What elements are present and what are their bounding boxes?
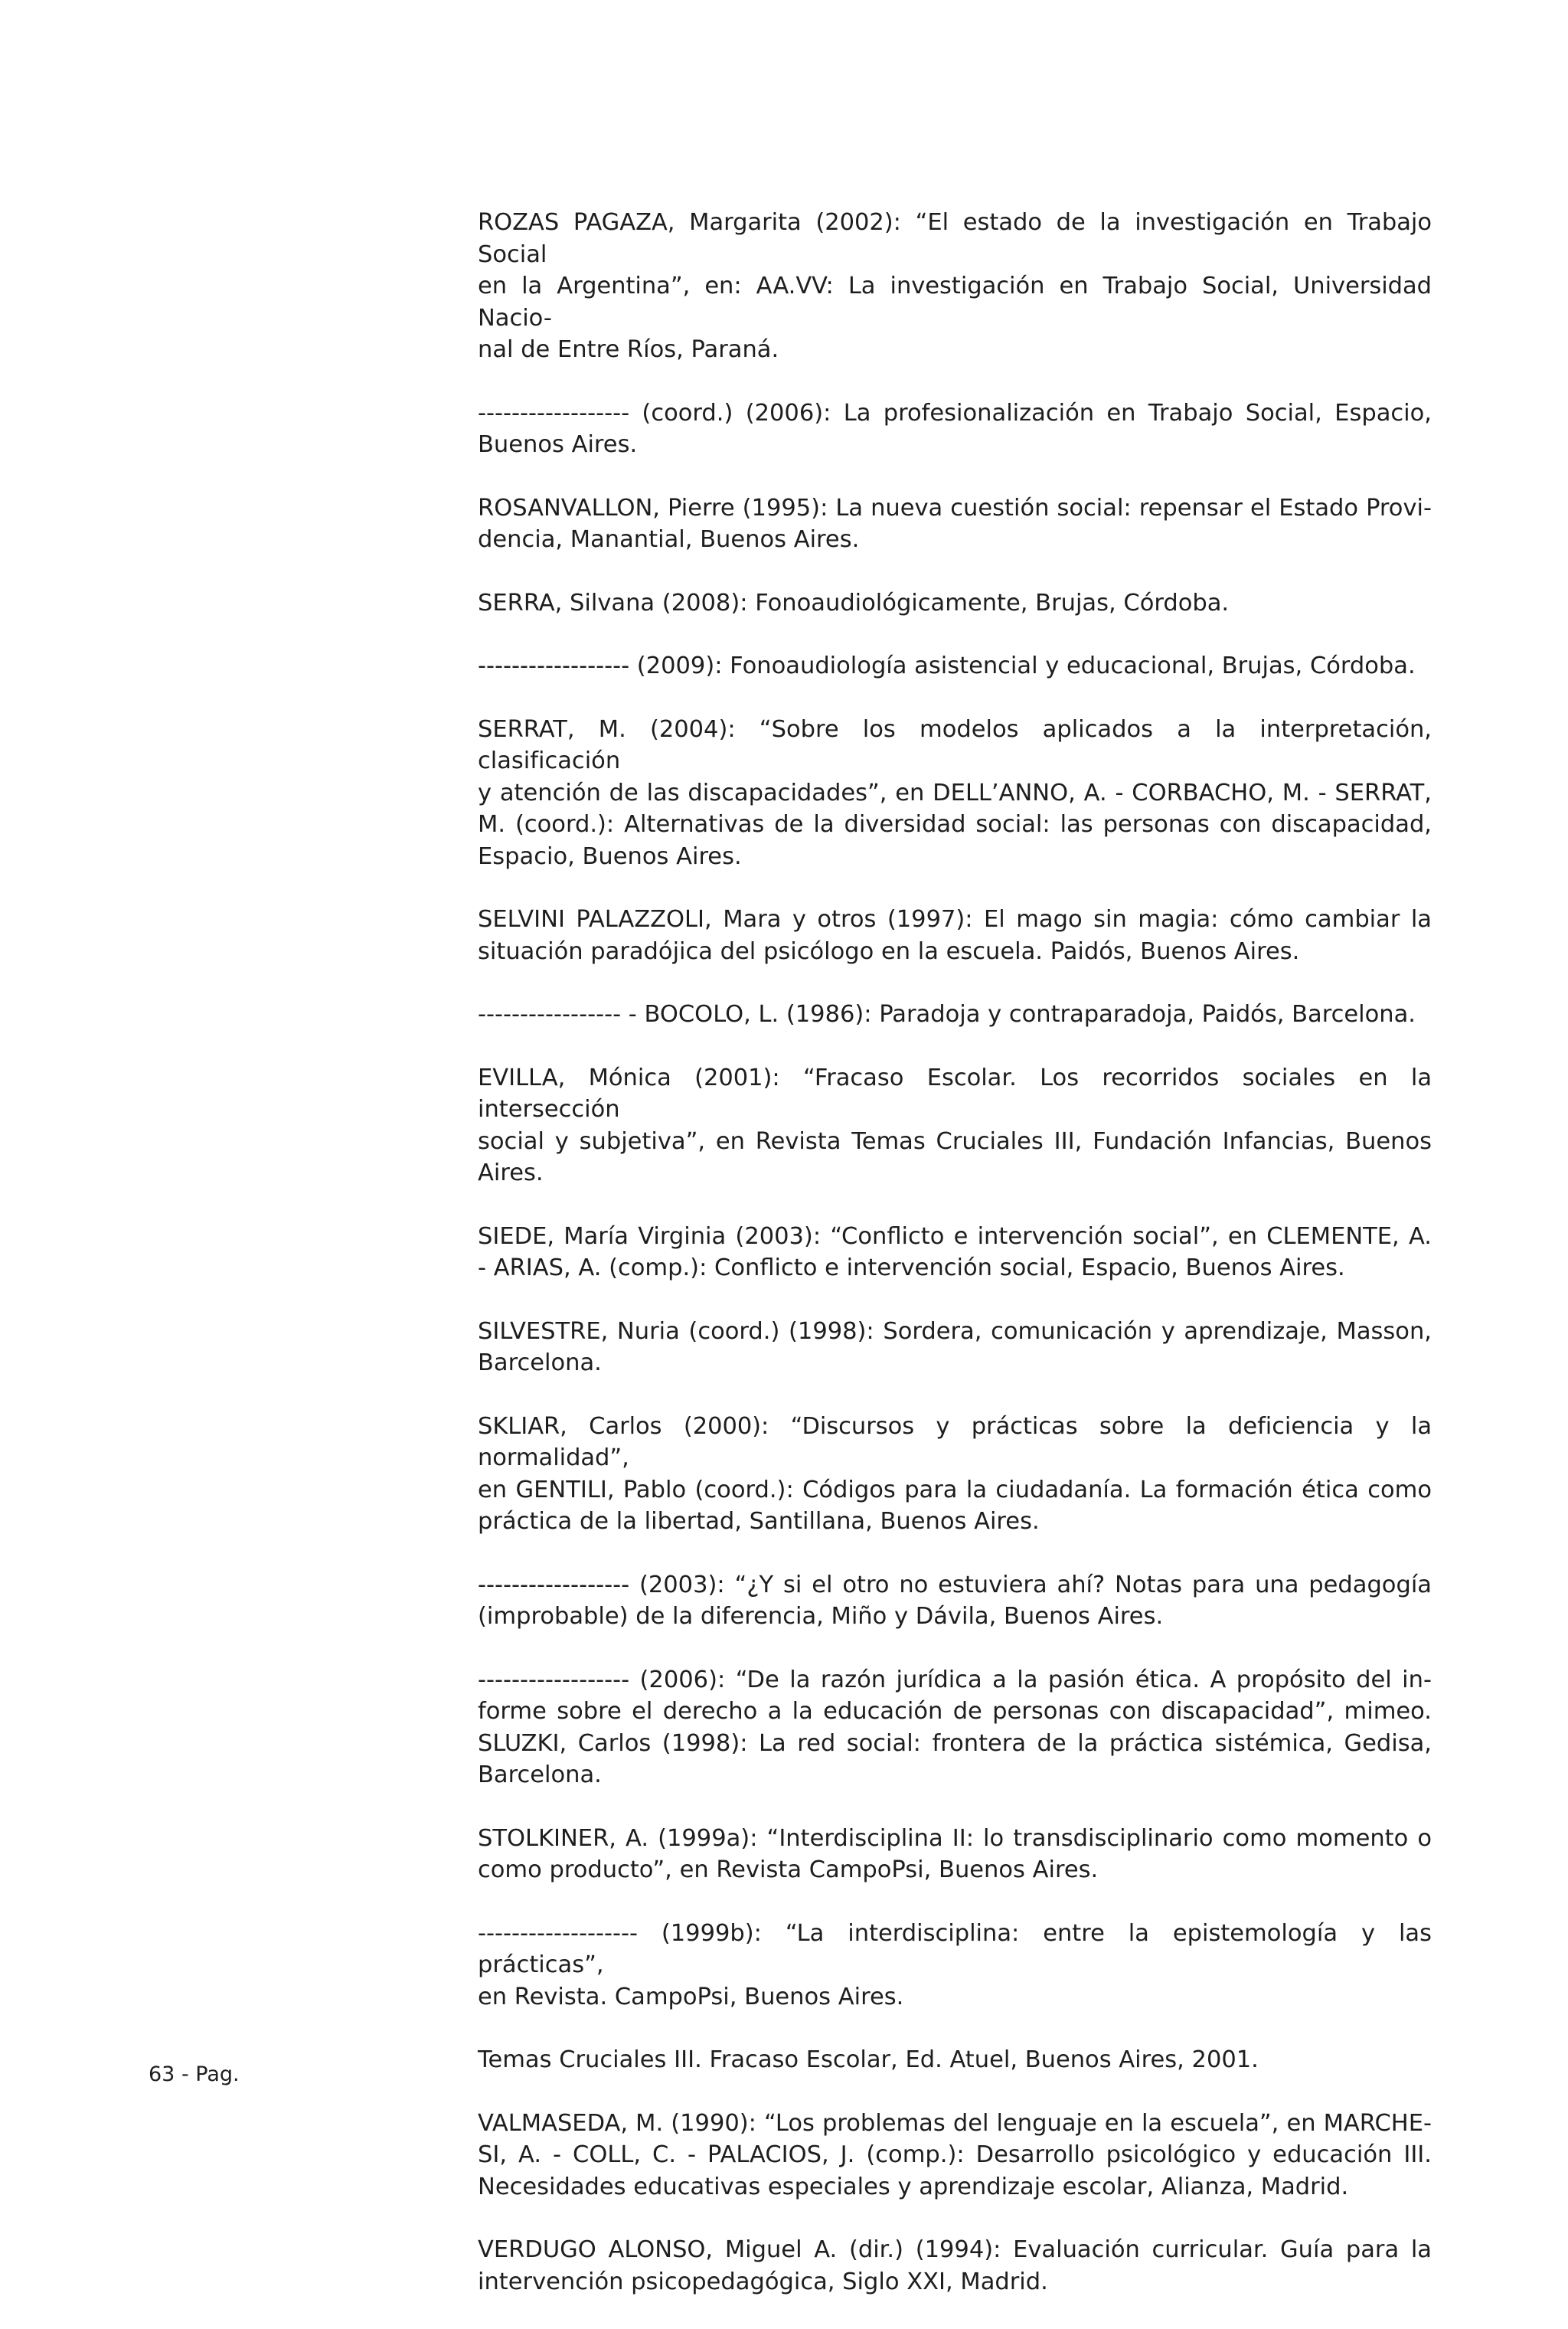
reference-line: Espacio, Buenos Aires. [478,842,742,870]
reference-list [478,207,1432,2329]
reference-line: como producto”, en Revista CampoPsi, Buenos Aires. [478,1856,1099,1883]
reference-entry [478,1316,1432,1379]
reference-entry [478,2044,1432,2076]
reference-line: en GENTILI, Pablo (coord.): Códigos para la ciudadanía. La formación ética como [478,1476,1432,1503]
reference-line: y atención de las discapacidades”, en DELL’ANNO, A. - CORBACHO, M. - SERRAT, [478,779,1432,806]
reference-line: práctica de la libertad, Santillana, Buenos Aires. [478,1508,1040,1535]
reference-line: intervención psicopedagógica, Siglo XXI, Madrid. [478,2268,1048,2295]
reference-line: Temas Cruciales III. Fracaso Escolar, Ed. Atuel, Buenos Aires, 2001. [478,2046,1259,2073]
reference-entry [478,1918,1432,2013]
reference-line: Buenos Aires. [478,431,638,458]
reference-line: - ARIAS, A. (comp.): Conflicto e intervención social, Espacio, Buenos Aires. [478,1254,1345,1281]
reference-line: M. (coord.): Alternativas de la diversidad social: las personas con discapacidad, [478,811,1432,838]
reference-entry [478,1569,1432,1633]
reference-entry [478,904,1432,967]
reference-line: situación paradójica del psicólogo en la escuela. Paidós, Buenos Aires. [478,937,1300,965]
reference-entry [478,1823,1432,1886]
reference-line: nal de Entre Ríos, Paraná. [478,336,779,363]
reference-line: VERDUGO ALONSO, Miguel A. (dir.) (1994): Evaluación curricular. Guía para la [478,2236,1432,2263]
reference-entry [478,714,1432,873]
reference-line: STOLKINER, A. (1999a): “Interdisciplina II: lo transdisciplinario como momento o [478,1824,1432,1852]
reference-entry [478,2108,1432,2203]
reference-line: ROZAS PAGAZA, Margarita (2002): “El estado de la investigación en Trabajo Social [478,209,1432,268]
reference-line: Aires. [478,1160,544,1186]
reference-line: SI, A. - COLL, C. - PALACIOS, J. (comp.): Desarrollo psicológico y educación III. [478,2141,1432,2168]
reference-line: forme sobre el derecho a la educación de personas con discapacidad”, mimeo. [478,1698,1432,1725]
reference-entry [478,587,1432,620]
reference-line: en la Argentina”, en: AA.VV: La investigación en Trabajo Social, Universidad Nacio- [478,273,1432,332]
reference-entry [478,1221,1432,1284]
reference-line: ------------------ (2006): “De la razón jurídica a la pasión ética. A propósito del in- [478,1666,1432,1693]
reference-entry [478,207,1432,366]
reference-line: SERRAT, M. (2004): “Sobre los modelos aplicados a la interpretación, clasificación [478,715,1432,774]
reference-line: social y subjetiva”, en Revista Temas Cruciales III, Fundación Infancias, Buenos [478,1127,1432,1155]
reference-line: Necesidades educativas especiales y aprendizaje escolar, Alianza, Madrid. [478,2173,1349,2200]
reference-line: Barcelona. [478,1349,602,1376]
reference-entry [478,1411,1432,1538]
reference-entry [478,2234,1432,2298]
reference-entry [478,1062,1432,1189]
page-number: 63 - Pag. [149,2062,240,2086]
reference-line: ------------------- (1999b): “La interdisciplina: entre la epistemología y las prácticas”, [478,1919,1432,1978]
reference-line: dencia, Manantial, Buenos Aires. [478,526,860,553]
reference-line: ------------------ (2003): “¿Y si el otro no estuviera ahí? Notas para una pedagogía [478,1571,1432,1598]
reference-line: ----------------- - BOCOLO, L. (1986): Paradoja y contraparadoja, Paidós, Barcelona. [478,1001,1416,1028]
reference-entry [478,999,1432,1031]
reference-line: SIEDE, María Virginia (2003): “Conflicto e intervención social”, en CLEMENTE, A. [478,1222,1432,1250]
reference-entry [478,650,1432,682]
reference-line: SLUZKI, Carlos (1998): La red social: frontera de la práctica sistémica, Gedisa, [478,1729,1432,1757]
reference-line: ------------------ (2009): Fonoaudiología asistencial y educacional, Brujas, Córdoba. [478,653,1416,679]
reference-line: ROSANVALLON, Pierre (1995): La nueva cuestión social: repensar el Estado Provi- [478,494,1432,522]
reference-entry [478,492,1432,556]
reference-line: EVILLA, Mónica (2001): “Fracaso Escolar. Los recorridos sociales en la intersección [478,1064,1432,1123]
reference-line: VALMASEDA, M. (1990): “Los problemas del lenguaje en la escuela”, en MARCHE- [478,2109,1432,2137]
reference-line: SILVESTRE, Nuria (coord.) (1998): Sordera, comunicación y aprendizaje, Masson, [478,1317,1432,1345]
reference-entry [478,1664,1432,1791]
reference-line: SERRA, Silvana (2008): Fonoaudiológicamente, Brujas, Córdoba. [478,589,1230,617]
reference-line: SKLIAR, Carlos (2000): “Discursos y prácticas sobre la deficiencia y la normalidad”, [478,1412,1432,1471]
reference-line: ------------------ (coord.) (2006): La profesionalización en Trabajo Social, Espacio, [478,399,1432,427]
reference-line: (improbable) de la diferencia, Miño y Dávila, Buenos Aires. [478,1603,1164,1630]
reference-line: en Revista. CampoPsi, Buenos Aires. [478,1983,904,2010]
reference-line: SELVINI PALAZZOLI, Mara y otros (1997): El mago sin magia: cómo cambiar la [478,906,1432,933]
reference-line: Barcelona. [478,1761,602,1788]
reference-entry [478,397,1432,461]
